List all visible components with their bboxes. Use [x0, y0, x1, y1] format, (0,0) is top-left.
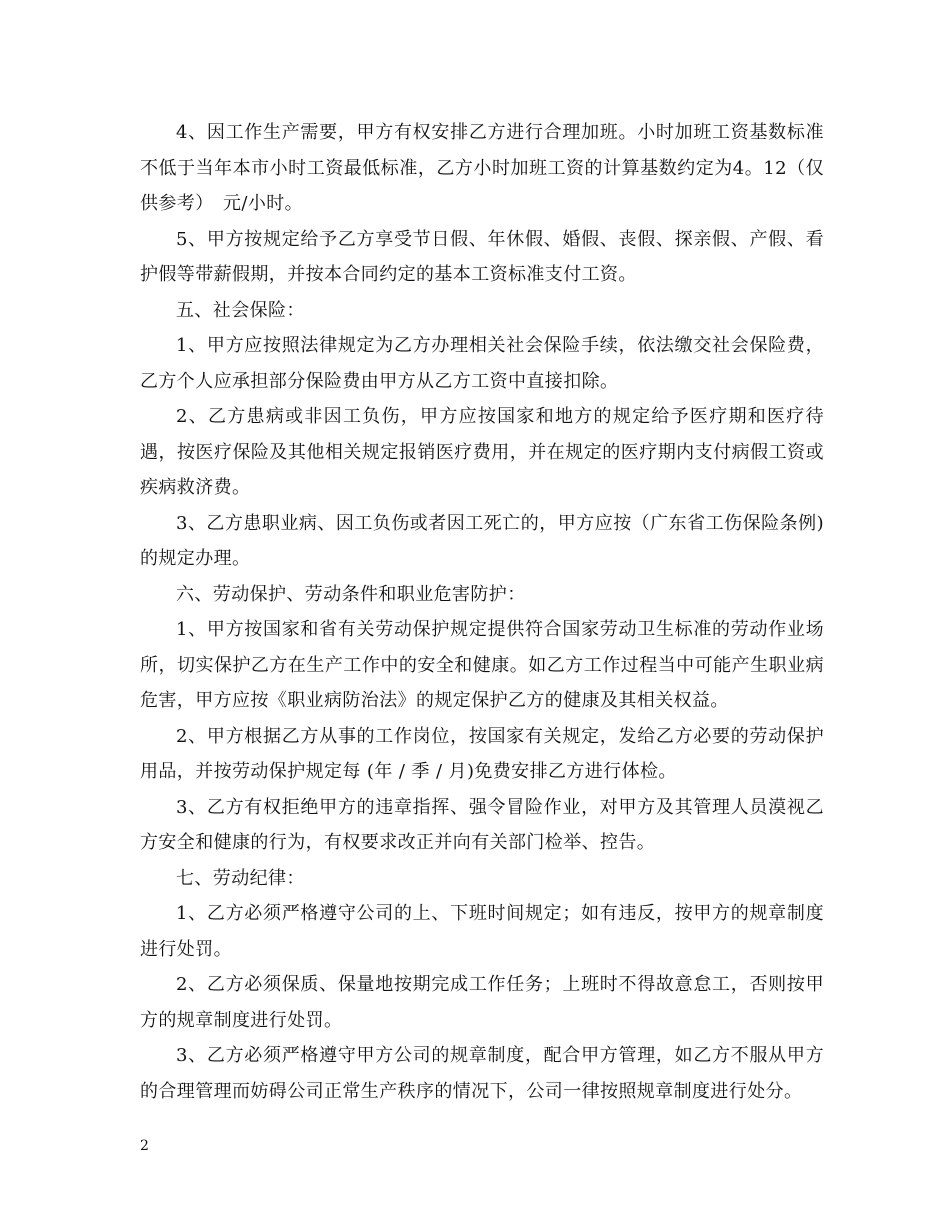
paragraph-insurance-1: 1、甲方应按照法律规定为乙方办理相关社会保险手续，依法缴交社会保险费，乙方个人应承担部分保险费由甲方从乙方工资中直接扣除。: [140, 335, 824, 392]
section-heading-labor-discipline: 七、劳动纪律：: [176, 867, 305, 889]
paragraph-protection-1: 1、甲方按国家和省有关劳动保护规定提供符合国家劳动卫生标准的劳动作业场所，切实保护乙方在生产工作中的安全和健康。如乙方工作过程当中可能产生职业病危害，甲方应按《职业病防治法》的规定保护乙方的健康及其相关权益。: [140, 619, 824, 711]
document-body: [140, 115, 824, 1109]
page-number: 2: [140, 1138, 149, 1154]
paragraph-discipline-3: 3、乙方必须严格遵守甲方公司的规章制度，配合甲方管理，如乙方不服从甲方的合理管理而妨碍公司正常生产秩序的情况下，公司一律按照规章制度进行处分。: [140, 1045, 824, 1102]
paragraph-paid-leave: 5、甲方按规定给予乙方享受节日假、年休假、婚假、丧假、探亲假、产假、看护假等带薪假期，并按本合同约定的基本工资标准支付工资。: [140, 228, 824, 285]
section-heading-labor-protection: 六、劳动保护、劳动条件和职业危害防护：: [176, 583, 526, 605]
paragraph-discipline-1: 1、乙方必须严格遵守公司的上、下班时间规定；如有违反，按甲方的规章制度进行处罚。: [140, 903, 824, 960]
paragraph-discipline-2: 2、乙方必须保质、保量地按期完成工作任务；上班时不得故意怠工，否则按甲方的规章制度进行处罚。: [140, 974, 824, 1031]
paragraph-protection-2: 2、甲方根据乙方从事的工作岗位，按国家有关规定，发给乙方必要的劳动保护用品，并按劳动保护规定每 (年 / 季 / 月)免费安排乙方进行体检。: [140, 725, 824, 782]
paragraph-insurance-2: 2、乙方患病或非因工负伤，甲方应按国家和地方的规定给予医疗期和医疗待遇，按医疗保险及其他相关规定报销医疗费用，并在规定的医疗期内支付病假工资或疾病救济费。: [140, 406, 824, 498]
paragraph-protection-3: 3、乙方有权拒绝甲方的违章指挥、强令冒险作业，对甲方及其管理人员漠视乙方安全和健康的行为，有权要求改正并向有关部门检举、控告。: [140, 796, 824, 853]
section-heading-social-insurance: 五、社会保险：: [176, 299, 305, 321]
paragraph-overtime: 4、因工作生产需要，甲方有权安排乙方进行合理加班。小时加班工资基数标准不低于当年本市小时工资最低标准，乙方小时加班工资的计算基数约定为4。12（仅供参考） 元/小时。: [140, 122, 824, 214]
paragraph-insurance-3: 3、乙方患职业病、因工负伤或者因工死亡的，甲方应按（广东省工伤保险条例)的规定办理。: [140, 512, 824, 569]
